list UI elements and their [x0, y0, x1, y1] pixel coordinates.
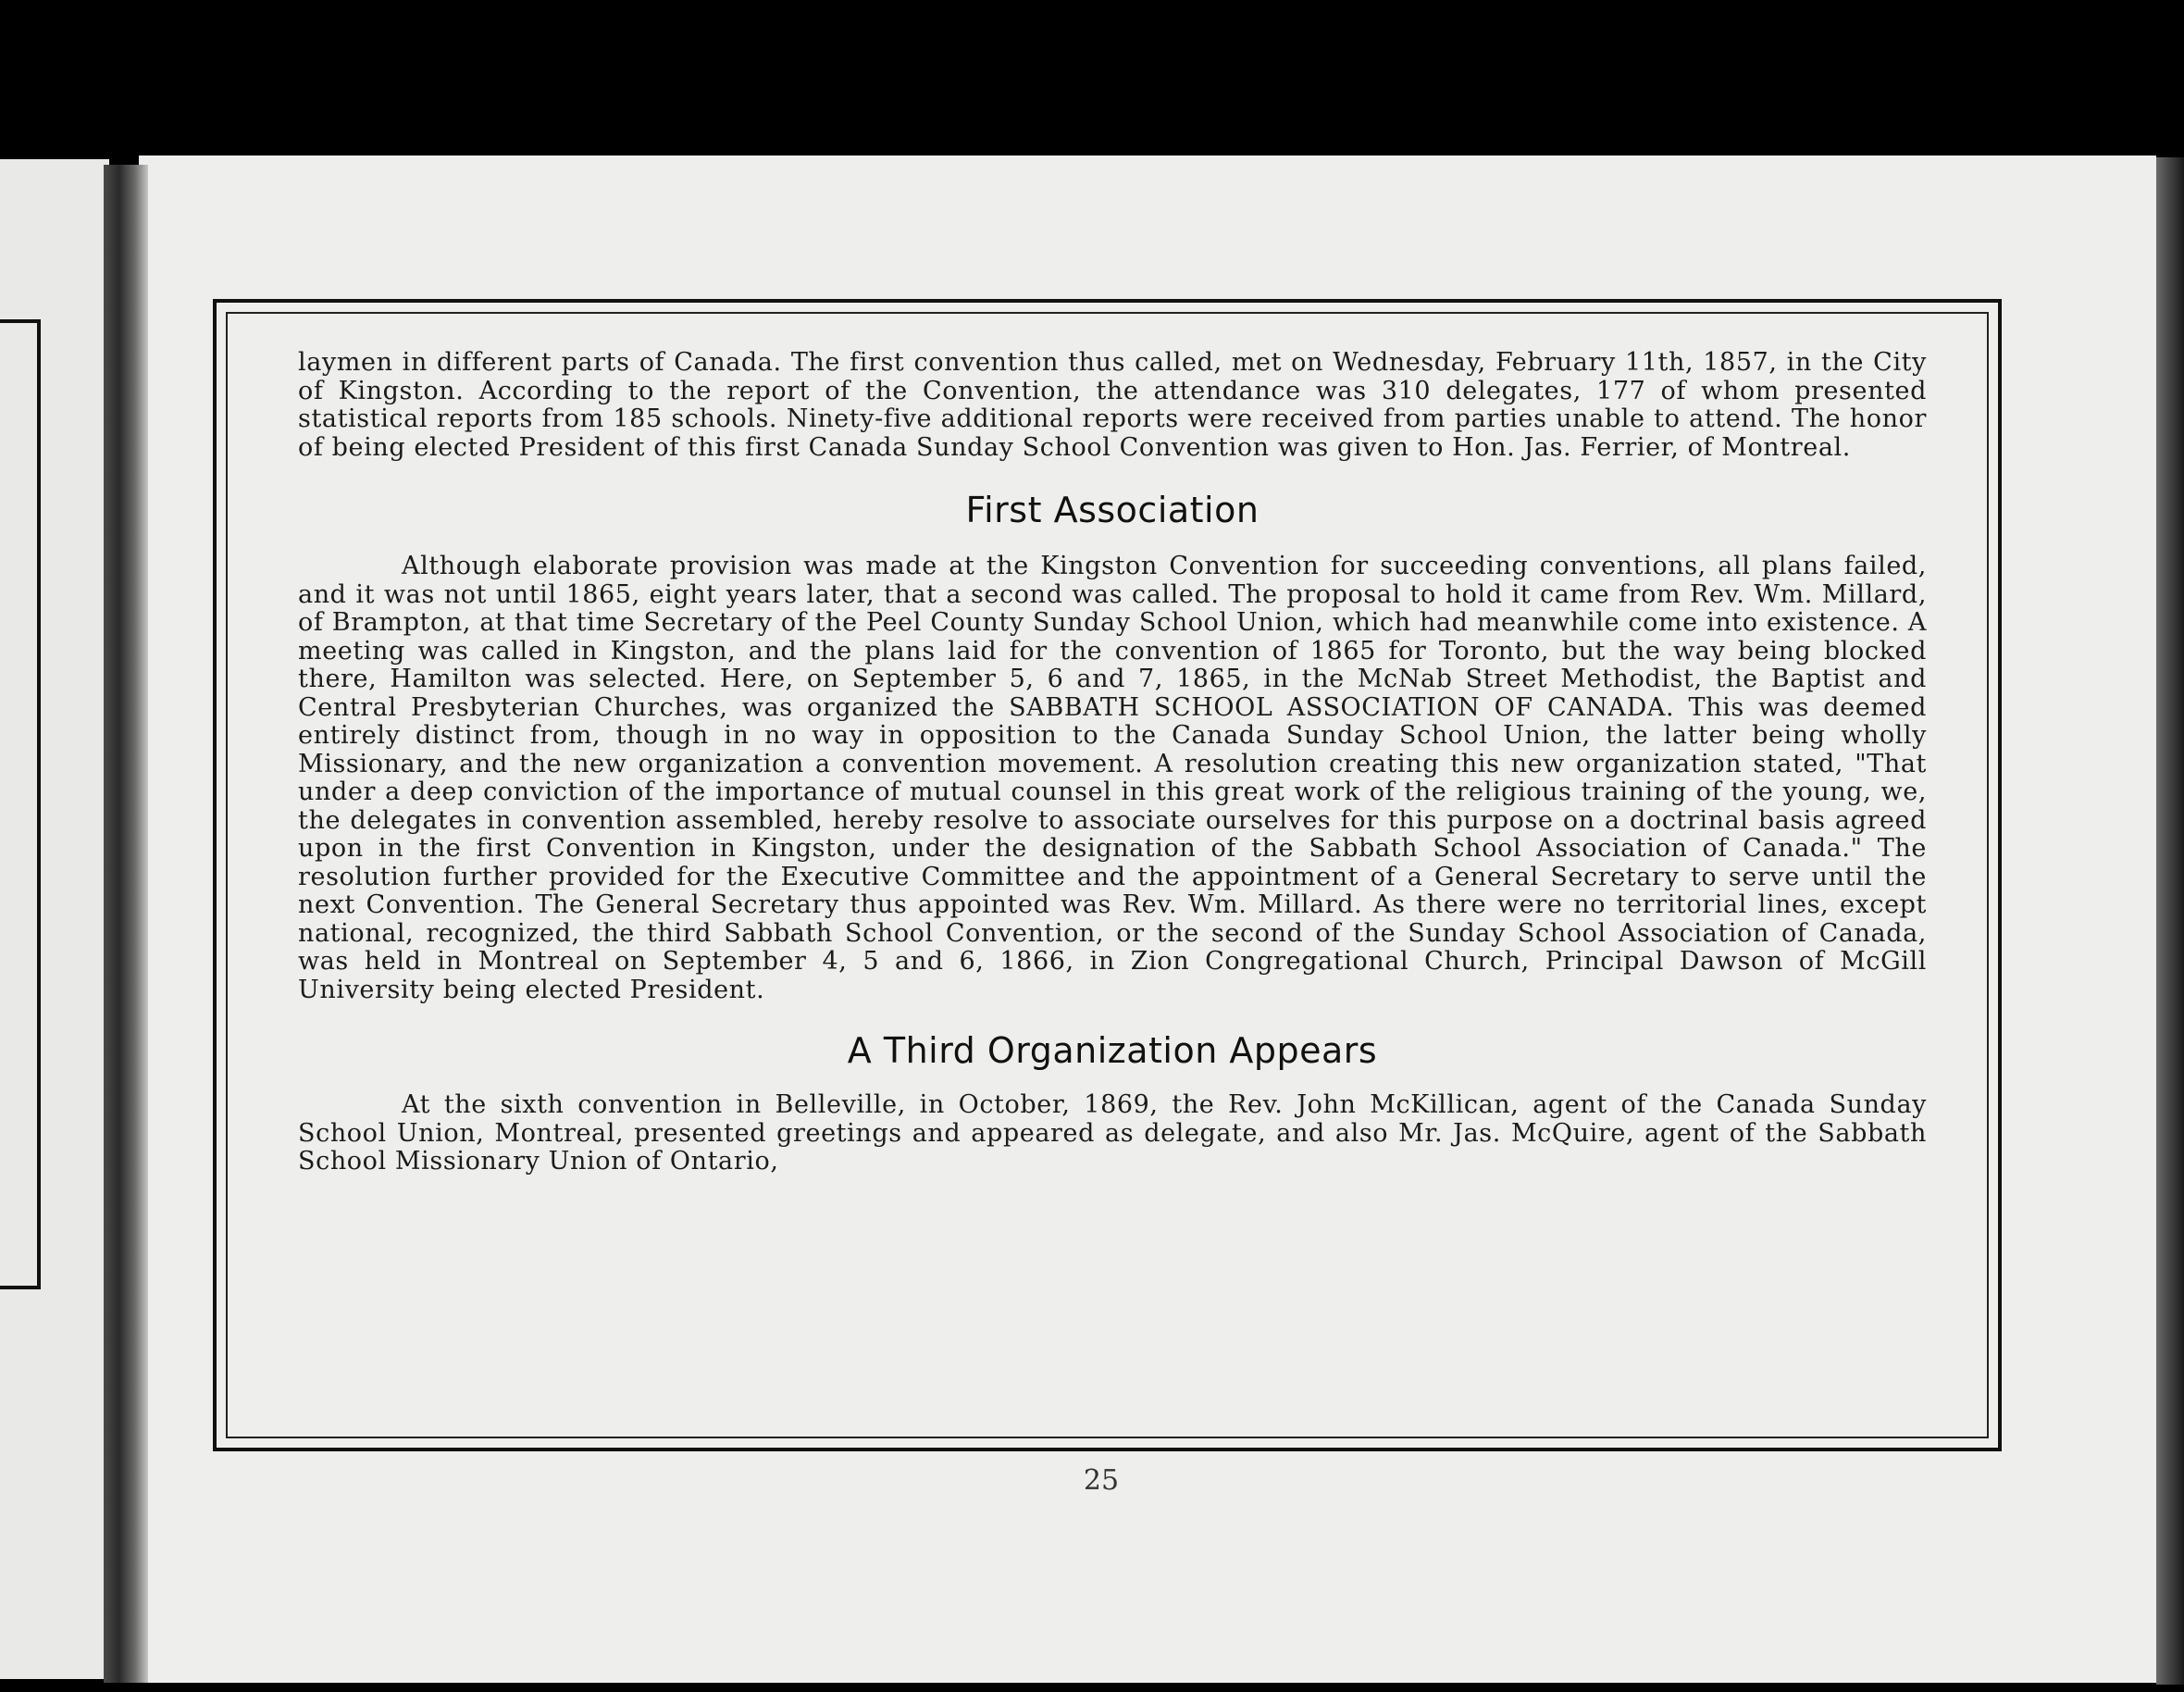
heading-third-organization: A Third Organization Appears [847, 1030, 1378, 1071]
book-spine [104, 165, 148, 1683]
heading-first-association: First Association [965, 490, 1260, 530]
text-block [298, 349, 1927, 1176]
page-number: 25 [1083, 1464, 1120, 1497]
page-edge [2156, 157, 2184, 1685]
paragraph-convention-1857: laymen in different parts of Canada. The first convention thus called, met on Wednesday, February 11th, 1857, in the City of Kingston. According to the report of the Convention, the attendance was 310 delegates, 177 of whom presented statistical reports from 185 schools. Ninety-five additional reports were received from parties unable to attend. The honor of being elected President of this first Canada Sunday School Convention was given to Hon. Jas. Ferrier, of Montreal. [298, 348, 1927, 462]
paragraph-third-organization: At the sixth convention in Belleville, in October, 1869, the Rev. John McKillican, agent of the Canada Sunday School Union, Montreal, presented greetings and appeared as delegate, and also Mr. Jas. McQuire, agent of the Sabbath School Missionary Union of Ontario, [298, 1090, 1927, 1176]
left-page-border [0, 319, 41, 1289]
paragraph-first-association: Although elaborate provision was made at the Kingston Convention for succeeding conventions, all plans failed, and it was not until 1865, eight years later, that a second was called. The proposal to hold it came from Rev. Wm. Millard, of Brampton, at that time Secretary of the Peel County Sunday School Union, which had meanwhile come into existence. A meeting was called in Kingston, and the plans laid for the convention of 1865 for Toronto, but the way being blocked there, Hamilton was selected. Here, on September 5, 6 and 7, 1865, in the McNab Street Methodist, the Baptist and Central Presbyterian Churches, was organized the SABBATH SCHOOL ASSOCIATION OF CANADA. This was deemed entirely distinct from, though in no way in opposition to the Canada Sunday School Union, the latter being wholly Missionary, and the new organization a convention movement. A resolution creating this new organization stated, "That under a deep conviction of the importance of mutual counsel in this great work of the religious training of the young, we, the delegates in convention assembled, hereby resolve to associate ourselves for this purpose on a doctrinal basis agreed upon in the first Convention in Kingston, under the designation of the Sabbath School Association of Canada." The resolution further provided for the Executive Committee and the appointment of a General Secretary to serve until the next Convention. The General Secretary thus appointed was Rev. Wm. Millard. As there were no territorial lines, except national, recognized, the third Sabbath School Convention, or the second of the Sunday School Association of Canada, was held in Montreal on September 4, 5 and 6, 1866, in Zion Congregational Church, Principal Dawson of McGill University being elected President. [298, 552, 1927, 1004]
